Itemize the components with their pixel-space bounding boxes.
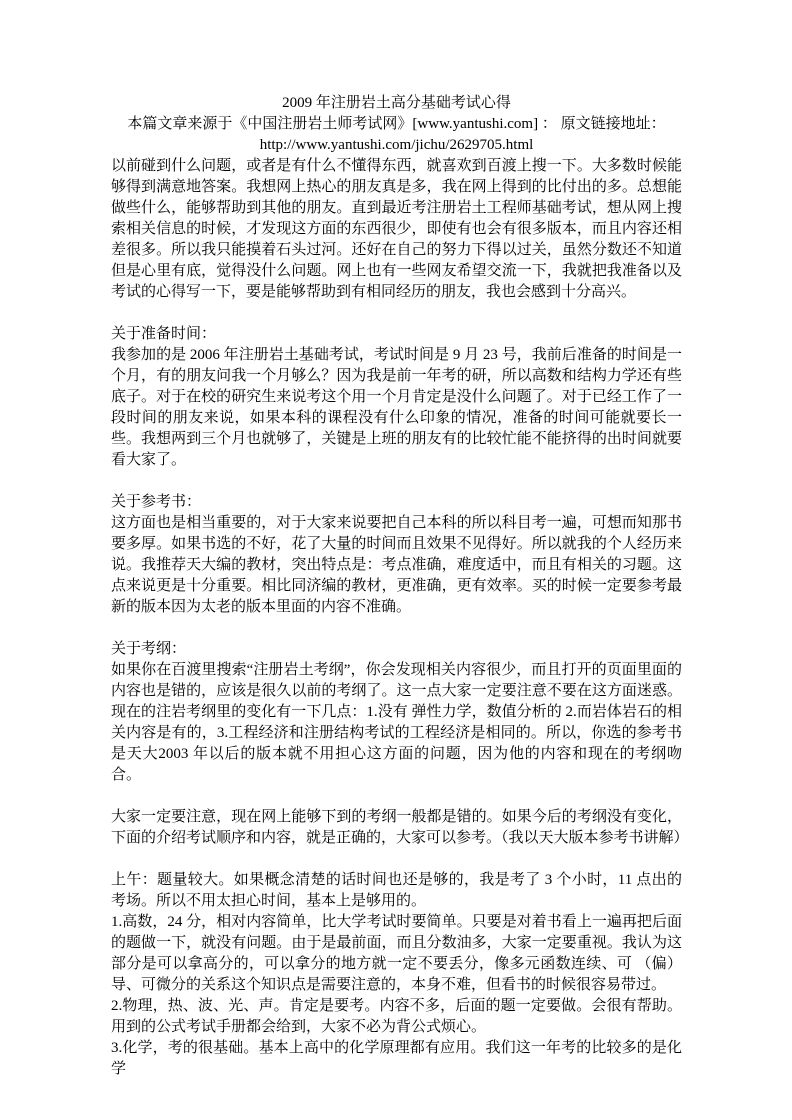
subject-item-physics: 2.物理，热、波、光、声。肯定是要考。内容不多，后面的题一定要做。会很有帮助。用到的公式考试手册都会给到，大家不必为背公式烦心。 [111, 998, 682, 1035]
article-url: http://www.yantushi.com/jichu/2629705.html [259, 137, 534, 153]
section-heading-prep-time: 关于准备时间： [111, 326, 217, 342]
subject-item-chemistry: 3.化学，考的很基础。基本上高中的化学原理都有应用。我们这一年考的比较多的是化学 [111, 1040, 682, 1077]
intro-paragraph: 以前碰到什么问题，或者是有什么不懂得东西，就喜欢到百渡上搜一下。大多数时候能够得到满意地答案。我想网上热心的朋友真是多，我在网上得到的比付出的多。总想能做些什么，能够帮助到其他的朋友。直到最近考注册岩土工程师基础考试，想从网上搜索相关信息的时候，才发现这方面的东西很少，即使有也会有很多版本，而且内容还相差很多。所以我只能摸着石头过河。还好在自己的努力下得以过关，虽然分数还不知道但是心里有底，觉得没什么问题。网上也有一些网友希望交流一下，我就把我准备以及考试的心得写一下，要是能够帮助到有相同经历的朋友，我也会感到十分高兴。 [111, 158, 682, 300]
blank-line [111, 618, 682, 639]
subject-item-math: 1.高数，24 分，相对内容简单，比大学考试时要简单。只要是对着书看上一遍再把后面的题做一下，就没有问题。由于是最前面，而且分数油多，大家一定要重视。我认为这部分是可以拿高分的，可以拿分的地方就一定不要丢分，像多元函数连续、可 （偏）导、可微分的关系这个知识点是需要注意的，本身不难，但看书的时候很容易带过。 [111, 914, 682, 993]
section-body-reference-books: 这方面也是相当重要的，对于大家来说要把自己本科的所以科目考一遍，可想而知那书要多厚。如果书选的不好，花了大量的时间而且效果不见得好。所以就我的个人经历来说。我推荐天大编的教材，突出特点是：考点准确，难度适中，而且有相关的习题。这点来说更是十分重要。相比同济编的教材，更准确，更有效率。买的时候一定要参考最新的版本因为太老的版本里面的内容不准确。 [111, 515, 682, 615]
page-title: 2009 年注册岩土高分基础考试心得 [282, 95, 511, 111]
notice-paragraph: 大家一定要注意，现在网上能够下到的考纲一般都是错的。如果今后的考纲没有变化，下面的介绍考试顺序和内容，就是正确的，大家可以参考。（我以天大版本参考书讲解） [111, 809, 689, 846]
blank-line [111, 471, 682, 492]
article [111, 93, 689, 1080]
source-line: 本篇文章来源于《中国注册岩土师考试网》[www.yantushi.com] ： 原文链接地址： [127, 116, 666, 132]
section-body-exam-syllabus: 如果你在百渡里搜索“注册岩土考纲”，你会发现相关内容很少，而且打开的页面里面的内容也是错的，应该是很久以前的考纲了。这一点大家一定要注意不要在这方面迷惑。现在的注岩考纲里的变化有一下几点：1.没有 弹性力学，数值分析的 2.而岩体岩石的相关内容是有的，3.工程经济和注册结构考试的工程经济是相同的。所以，你选的参考书是天大2003 年以后的版本就不用担心这方面的问题，因为他的内容和现在的考纲吻合。 [111, 662, 682, 783]
blank-line [111, 303, 682, 324]
section-heading-reference-books: 关于参考书： [111, 494, 202, 510]
section-heading-exam-syllabus: 关于考纲： [111, 641, 187, 657]
blank-line [111, 849, 682, 870]
blank-line [111, 786, 682, 807]
section-body-prep-time: 我参加的是 2006 年注册岩土基础考试，考试时间是 9 月 23 号，我前后准备的时间是一个月，有的朋友问我一个月够么？因为我是前一年考的研，所以高数和结构力学还有些底子。对于在校的研究生来说考这个用一个月肯定是没什么问题了。对于已经工作了一段时间的朋友来说，如果本科的课程没有什么印象的情况，准备的时间可能就要长一些。我想两到三个月也就够了，关键是上班的朋友有的比较忙能不能挤得的出时间就要看大家了。 [111, 347, 682, 468]
morning-paragraph: 上午：题量较大。如果概念清楚的话时间也还是够的，我是考了 3 个小时，11 点出的考场。所以不用太担心时间，基本上是够用的。 [111, 872, 682, 909]
